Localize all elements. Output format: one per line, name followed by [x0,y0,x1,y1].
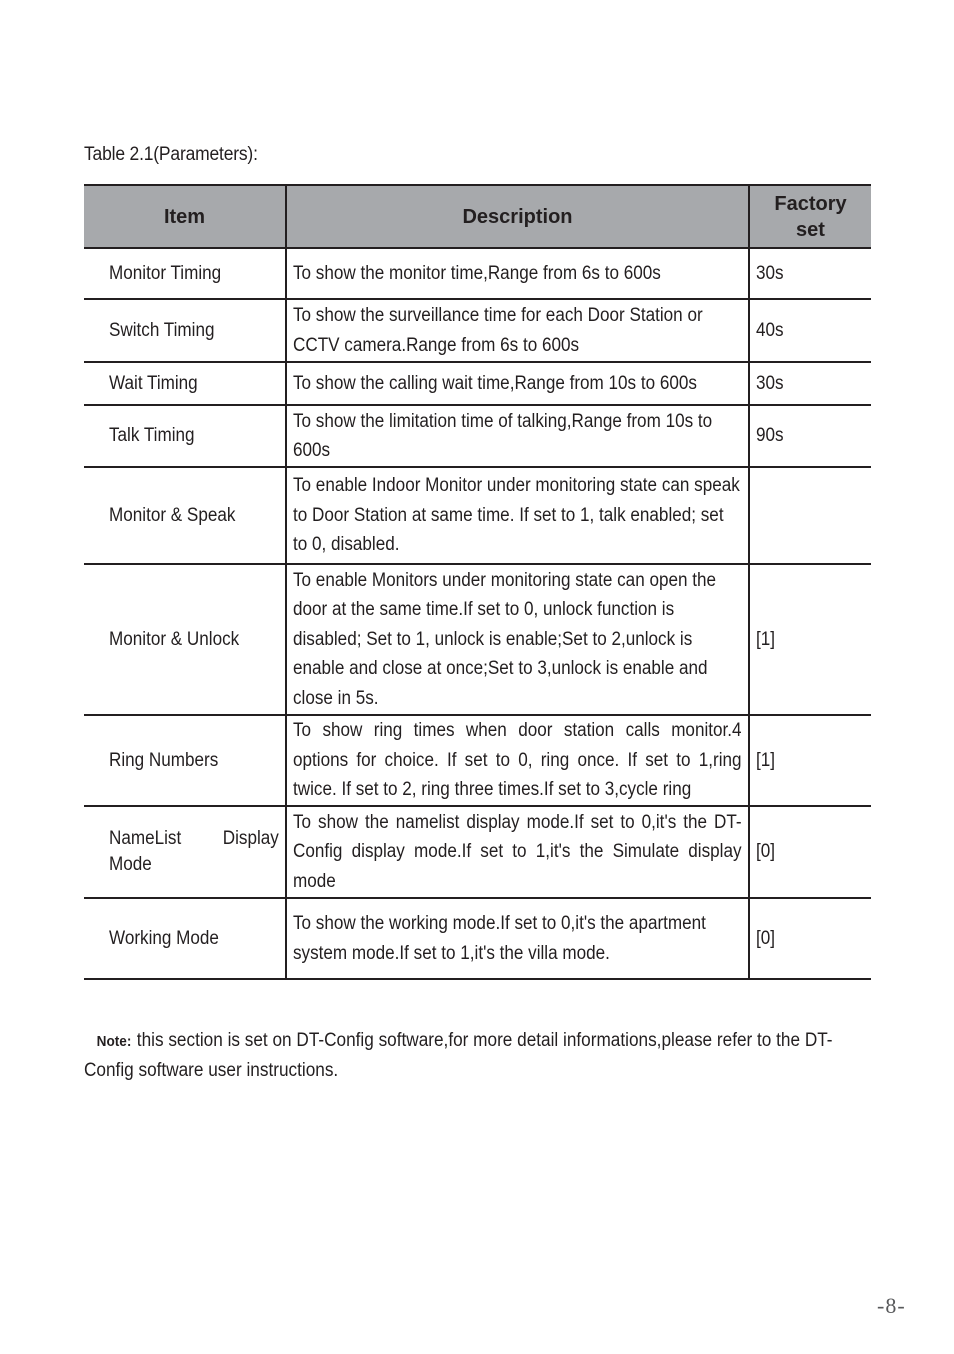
description-cell: To enable Indoor Monitor under monitoring state can speak to Door Station at same time. If set to 1, talk enabled; set to 0, disabled. [286,467,749,564]
item-cell: Monitor & Unlock [84,564,286,715]
factory-set-cell [749,467,871,564]
note-label: Note: [96,1033,132,1050]
table-row [84,467,871,564]
factory-set-cell: 30s [749,248,871,299]
item-cell: Monitor Timing [84,248,286,299]
factory-set-cell: 40s [749,299,871,362]
description-cell: To enable Monitors under monitoring state can open the door at the same time.If set to 0, unlock function is disabled; Set to 1, unlock is enable;Set to 2,unlock is enable and close at once;Set to 3,unlock is enable and close in 5s. [286,564,749,715]
description-cell: To show the surveillance time for each Door Station or CCTV camera.Range from 6s to 600s [286,299,749,362]
description-cell: To show the limitation time of talking,Range from 10s to 600s [286,405,749,467]
description-cell: To show the calling wait time,Range from 10s to 600s [286,362,749,405]
description-cell: To show the working mode.If set to 0,it's the apartment system mode.If set to 1,it's the villa mode. [286,898,749,979]
table-row [84,299,871,362]
table-row [84,248,871,299]
note-text: this section is set on DT-Config software,for more detail informations,please refer to the DT-Config software user instructions. [84,1030,833,1081]
table-caption: Table 2.1(Parameters): [84,144,258,165]
item-cell: Working Mode [84,898,286,979]
factory-set-cell: [1] [749,715,871,806]
note-paragraph [84,1026,873,1085]
factory-set-cell: [1] [749,564,871,715]
item-cell: Wait Timing [84,362,286,405]
item-cell: Talk Timing [84,405,286,467]
description-cell: To show ring times when door station calls monitor.4 options for choice. If set to 0, ring once. If set to 1,ring twice. If set to 2, ring three times.If set to 3,cycle ring [286,715,749,806]
factory-set-cell: [0] [749,898,871,979]
column-header-description: Description [286,185,749,248]
factory-set-line2: set [796,218,825,241]
column-header-factory-set [749,185,871,248]
table-row [84,362,871,405]
factory-set-cell: 90s [749,405,871,467]
item-cell: Monitor & Speak [84,467,286,564]
table-row [84,564,871,715]
item-cell: Ring Numbers [84,715,286,806]
table-header-row [84,185,871,248]
item-cell: NameList Display Mode [84,806,286,898]
table-row [84,806,871,898]
factory-set-cell: [0] [749,806,871,898]
parameters-table [84,184,871,980]
column-header-item: Item [84,185,286,248]
table-row [84,405,871,467]
description-cell: To show the monitor time,Range from 6s to 600s [286,248,749,299]
factory-set-line1: Factory [774,192,847,215]
table-row [84,715,871,806]
item-cell: Switch Timing [84,299,286,362]
description-cell: To show the namelist display mode.If set to 0,it's the DT-Config display mode.If set to 1,it's the Simulate display mode [286,806,749,898]
table-row [84,898,871,979]
factory-set-cell: 30s [749,362,871,405]
page-number: -8- [877,1293,906,1318]
